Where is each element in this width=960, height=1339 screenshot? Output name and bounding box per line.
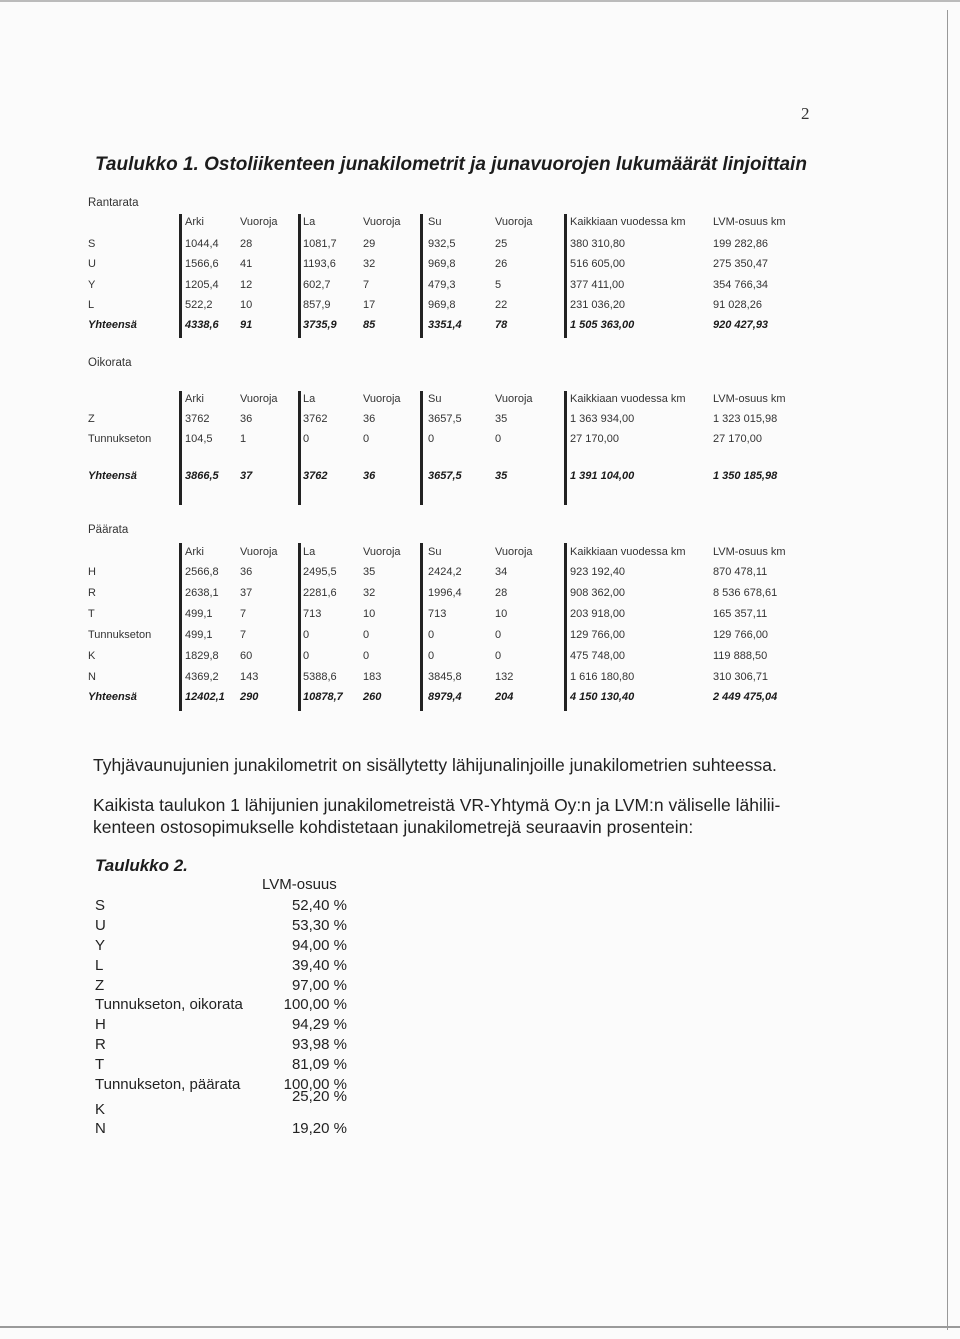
table2-row-label: R — [95, 1036, 106, 1053]
paarata-cell: 7 — [240, 608, 247, 620]
paarata-cell: 0 — [428, 650, 435, 662]
table2-row-label: H — [95, 1016, 106, 1033]
rantarata-column-divider — [564, 214, 567, 338]
paarata-cell: 2424,2 — [428, 566, 462, 578]
rantarata-cell: 377 411,00 — [570, 279, 625, 291]
oikorata-cell: 3762 — [303, 413, 328, 425]
rantarata-column-divider — [179, 214, 182, 338]
rantarata-col-header: Kaikkiaan vuodessa km — [570, 216, 686, 228]
rantarata-col-header: Arki — [185, 216, 204, 228]
scan-edge-right — [947, 10, 948, 1330]
rantarata-cell: 1081,7 — [303, 238, 337, 250]
paarata-cell: 1 616 180,80 — [570, 671, 635, 683]
oikorata-cell: 27 170,00 — [713, 433, 762, 445]
paarata-row-label: N — [88, 671, 96, 683]
paarata-total-cell: 260 — [363, 691, 382, 703]
table2-row-value: 19,20 % — [291, 1120, 347, 1137]
paarata-cell: 713 — [303, 608, 322, 620]
oikorata-cell: 0 — [363, 433, 370, 445]
rantarata-total-cell: 920 427,93 — [713, 319, 769, 331]
table2-row-value: 100,00 % — [283, 1076, 347, 1093]
paarata-cell: 0 — [303, 629, 310, 641]
paarata-cell: 2281,6 — [303, 587, 337, 599]
rantarata-cell: 29 — [363, 238, 376, 250]
rantarata-cell: 1044,4 — [185, 238, 219, 250]
table2-row-label: N — [95, 1120, 106, 1137]
table2-row-value: 100,00 % — [283, 996, 347, 1013]
paarata-cell: 1996,4 — [428, 587, 462, 599]
oikorata-cell: 1 — [240, 433, 247, 445]
oikorata-col-header: Kaikkiaan vuodessa km — [570, 393, 686, 405]
paarata-total-cell: 2 449 475,04 — [713, 691, 778, 703]
oikorata-column-divider — [298, 391, 301, 505]
paarata-cell: 10 — [495, 608, 508, 620]
paarata-cell: 499,1 — [185, 608, 213, 620]
oikorata-cell: 1 363 934,00 — [570, 413, 635, 425]
paarata-cell: 3845,8 — [428, 671, 462, 683]
oikorata-cell: 0 — [428, 433, 435, 445]
paarata-cell: 119 888,50 — [713, 650, 768, 662]
paarata-cell: 310 306,71 — [713, 671, 769, 683]
rantarata-cell: 10 — [240, 299, 253, 311]
table2-title: Taulukko 2. — [95, 856, 188, 875]
oikorata-cell: 36 — [240, 413, 253, 425]
oikorata-col-header: Vuoroja — [240, 393, 278, 405]
rantarata-cell: 28 — [240, 238, 253, 250]
paarata-cell: 0 — [495, 629, 502, 641]
rantarata-column-divider — [420, 214, 423, 338]
paarata-total-cell: 290 — [240, 691, 259, 703]
oikorata-col-header: La — [303, 393, 316, 405]
paarata-row-label: R — [88, 587, 96, 599]
rantarata-cell: 199 282,86 — [713, 238, 769, 250]
table2-row-value: 52,40 % — [291, 897, 347, 914]
oikorata-total-label: Yhteensä — [88, 470, 137, 482]
paarata-col-header: Su — [428, 546, 442, 558]
paarata-cell: 183 — [363, 671, 382, 683]
oikorata-cell: 36 — [363, 413, 376, 425]
rantarata-total-cell: 4338,6 — [185, 319, 219, 331]
paarata-cell: 475 748,00 — [570, 650, 626, 662]
paarata-cell: 37 — [240, 587, 253, 599]
paarata-cell: 8 536 678,61 — [713, 587, 778, 599]
rantarata-cell: 1193,6 — [303, 258, 336, 270]
paarata-row-label: H — [88, 566, 96, 578]
oikorata-total-cell: 3657,5 — [428, 470, 462, 482]
paarata-cell: 2638,1 — [185, 587, 219, 599]
table2-row-label: Tunnukseton, päärata — [95, 1076, 241, 1093]
paarata-cell: 5388,6 — [303, 671, 337, 683]
oikorata-total-cell: 36 — [363, 470, 376, 482]
rantarata-col-header: Su — [428, 216, 442, 228]
rantarata-cell: 22 — [495, 299, 508, 311]
paarata-cell: 713 — [428, 608, 447, 620]
paarata-cell: 32 — [363, 587, 376, 599]
table2-row-value: 25,20 % — [291, 1088, 347, 1105]
table2-row-value: 94,29 % — [291, 1016, 347, 1033]
oikorata-cell: 27 170,00 — [570, 433, 619, 445]
rantarata-col-header: Vuoroja — [363, 216, 401, 228]
rantarata-cell: 5 — [495, 279, 502, 291]
oikorata-cell: 3762 — [185, 413, 210, 425]
table2-row-label: T — [95, 1056, 105, 1073]
rantarata-col-header: Vuoroja — [240, 216, 278, 228]
paarata-cell: 0 — [303, 650, 310, 662]
oikorata-column-divider — [420, 391, 423, 505]
table2-row-value: 97,00 % — [291, 977, 347, 994]
paarata-row-label: Tunnukseton — [88, 629, 152, 641]
rantarata-cell: 522,2 — [185, 299, 213, 311]
rantarata-cell: 380 310,80 — [570, 238, 626, 250]
paarata-cell: 1829,8 — [185, 650, 219, 662]
paarata-total-cell: 12402,1 — [185, 691, 225, 703]
oikorata-cell: 104,5 — [185, 433, 213, 445]
rantarata-total-label: Yhteensä — [88, 319, 137, 331]
rantarata-row-label: U — [88, 258, 96, 270]
rantarata-cell: 602,7 — [303, 279, 331, 291]
rantarata-row-label: Y — [88, 279, 96, 291]
paarata-cell: 203 918,00 — [570, 608, 626, 620]
paarata-total-label: Yhteensä — [88, 691, 137, 703]
table2-header: LVM-osuus — [262, 876, 337, 893]
paarata-cell: 129 766,00 — [713, 629, 769, 641]
rantarata-row-label: S — [88, 238, 96, 250]
paarata-cell: 499,1 — [185, 629, 213, 641]
paarata-row-label: T — [88, 608, 95, 620]
paarata-cell: 60 — [240, 650, 253, 662]
oikorata-total-cell: 3762 — [303, 470, 328, 482]
rantarata-cell: 857,9 — [303, 299, 331, 311]
paarata-column-divider — [564, 543, 567, 711]
rantarata-cell: 231 036,20 — [570, 299, 626, 311]
rantarata-cell: 969,8 — [428, 299, 456, 311]
rantarata-col-header: LVM-osuus km — [713, 216, 786, 228]
table1-title: Taulukko 1. Ostoliikenteen junakilometrit ja junavuorojen lukumäärät linjoittain — [95, 154, 807, 175]
paarata-section-title: Päärata — [88, 524, 129, 536]
oikorata-row-label: Tunnukseton — [88, 433, 152, 445]
paarata-column-divider — [179, 543, 182, 711]
table2-row-value: 81,09 % — [291, 1056, 347, 1073]
rantarata-row-label: L — [88, 299, 95, 311]
table2-row-label: Z — [95, 977, 105, 994]
rantarata-col-header: La — [303, 216, 316, 228]
rantarata-col-header: Vuoroja — [495, 216, 533, 228]
oikorata-total-cell: 1 391 104,00 — [570, 470, 635, 482]
paarata-cell: 2566,8 — [185, 566, 219, 578]
rantarata-cell: 969,8 — [428, 258, 456, 270]
paarata-total-cell: 204 — [495, 691, 514, 703]
oikorata-col-header: LVM-osuus km — [713, 393, 786, 405]
table2-row-value: 93,98 % — [291, 1036, 347, 1053]
rantarata-cell: 7 — [363, 279, 370, 291]
oikorata-cell: 1 323 015,98 — [713, 413, 778, 425]
paarata-total-cell: 10878,7 — [303, 691, 343, 703]
oikorata-cell: 35 — [495, 413, 508, 425]
rantarata-cell: 12 — [240, 279, 253, 291]
oikorata-col-header: Arki — [185, 393, 204, 405]
oikorata-total-cell: 1 350 185,98 — [713, 470, 778, 482]
paarata-row-label: K — [88, 650, 96, 662]
paarata-cell: 0 — [495, 650, 502, 662]
oikorata-col-header: Vuoroja — [363, 393, 401, 405]
table2-row-label: U — [95, 917, 106, 934]
rantarata-cell: 479,3 — [428, 279, 456, 291]
rantarata-cell: 354 766,34 — [713, 279, 769, 291]
oikorata-total-cell: 35 — [495, 470, 508, 482]
oikorata-total-cell: 37 — [240, 470, 253, 482]
rantarata-cell: 1566,6 — [185, 258, 219, 270]
rantarata-total-cell: 3351,4 — [428, 319, 462, 331]
rantarata-cell: 275 350,47 — [713, 258, 769, 270]
oikorata-cell: 3657,5 — [428, 413, 462, 425]
paarata-cell: 35 — [363, 566, 376, 578]
paarata-col-header: Arki — [185, 546, 204, 558]
rantarata-cell: 41 — [240, 258, 253, 270]
paarata-col-header: LVM-osuus km — [713, 546, 786, 558]
paarata-cell: 0 — [428, 629, 435, 641]
paarata-cell: 129 766,00 — [570, 629, 626, 641]
table2-row-value: 53,30 % — [291, 917, 347, 934]
paarata-cell: 28 — [495, 587, 508, 599]
table2-row-label: S — [95, 897, 106, 914]
paarata-col-header: Vuoroja — [240, 546, 278, 558]
table2-row-value: 94,00 % — [291, 937, 347, 954]
rantarata-cell: 932,5 — [428, 238, 456, 250]
paarata-cell: 132 — [495, 671, 514, 683]
paarata-col-header: Vuoroja — [363, 546, 401, 558]
paragraph-allocation-line1: Kaikista taulukon 1 lähijunien junakilometreistä VR-Yhtymä Oy:n ja LVM:n väliselle lähilii- — [93, 795, 781, 815]
oikorata-cell: 0 — [303, 433, 310, 445]
paarata-cell: 0 — [363, 629, 370, 641]
paarata-cell: 4369,2 — [185, 671, 219, 683]
oikorata-cell: 0 — [495, 433, 502, 445]
paarata-cell: 34 — [495, 566, 508, 578]
paarata-cell: 10 — [363, 608, 376, 620]
rantarata-cell: 32 — [363, 258, 376, 270]
paarata-cell: 143 — [240, 671, 259, 683]
paarata-cell: 2495,5 — [303, 566, 337, 578]
oikorata-col-header: Vuoroja — [495, 393, 533, 405]
table2-row-value: 39,40 % — [291, 957, 347, 974]
paarata-total-cell: 4 150 130,40 — [570, 691, 635, 703]
paarata-cell: 908 362,00 — [570, 587, 626, 599]
rantarata-total-cell: 1 505 363,00 — [570, 319, 635, 331]
table2-row-label: K — [95, 1101, 106, 1118]
paarata-col-header: Kaikkiaan vuodessa km — [570, 546, 686, 558]
oikorata-total-cell: 3866,5 — [185, 470, 219, 482]
paarata-cell: 0 — [363, 650, 370, 662]
paarata-total-cell: 8979,4 — [428, 691, 462, 703]
rantarata-column-divider — [298, 214, 301, 338]
table2-row-label: Y — [95, 937, 106, 954]
paarata-col-header: La — [303, 546, 316, 558]
rantarata-cell: 516 605,00 — [570, 258, 626, 270]
paarata-cell: 870 478,11 — [713, 566, 768, 578]
oikorata-column-divider — [564, 391, 567, 505]
rantarata-cell: 17 — [363, 299, 376, 311]
oikorata-section-title: Oikorata — [88, 357, 132, 369]
rantarata-total-cell: 85 — [363, 319, 376, 331]
rantarata-cell: 25 — [495, 238, 508, 250]
paarata-col-header: Vuoroja — [495, 546, 533, 558]
page-number: 2 — [801, 104, 810, 123]
table2-row-label: Tunnukseton, oikorata — [95, 996, 243, 1013]
rantarata-total-cell: 78 — [495, 319, 508, 331]
table2-row-label: L — [95, 957, 104, 974]
rantarata-cell: 26 — [495, 258, 508, 270]
paarata-cell: 36 — [240, 566, 253, 578]
rantarata-cell: 91 028,26 — [713, 299, 762, 311]
rantarata-total-cell: 91 — [240, 319, 253, 331]
scan-edge-bottom — [0, 1326, 960, 1328]
paragraph-empty-trains: Tyhjävaunujunien junakilometrit on sisällytetty lähijunalinjoille junakilometrien suhteessa. — [93, 755, 777, 775]
scan-edge-top — [0, 0, 960, 2]
paarata-column-divider — [298, 543, 301, 711]
rantarata-section-title: Rantarata — [88, 197, 139, 209]
oikorata-row-label: Z — [88, 413, 95, 425]
paarata-column-divider — [420, 543, 423, 711]
oikorata-column-divider — [179, 391, 182, 505]
paarata-cell: 7 — [240, 629, 247, 641]
rantarata-total-cell: 3735,9 — [303, 319, 337, 331]
paarata-cell: 165 357,11 — [713, 608, 768, 620]
paragraph-allocation-line2: kenteen ostosopimukselle kohdistetaan junakilometrejä seuraavin prosentein: — [93, 817, 694, 837]
oikorata-col-header: Su — [428, 393, 442, 405]
rantarata-cell: 1205,4 — [185, 279, 219, 291]
paarata-cell: 923 192,40 — [570, 566, 626, 578]
